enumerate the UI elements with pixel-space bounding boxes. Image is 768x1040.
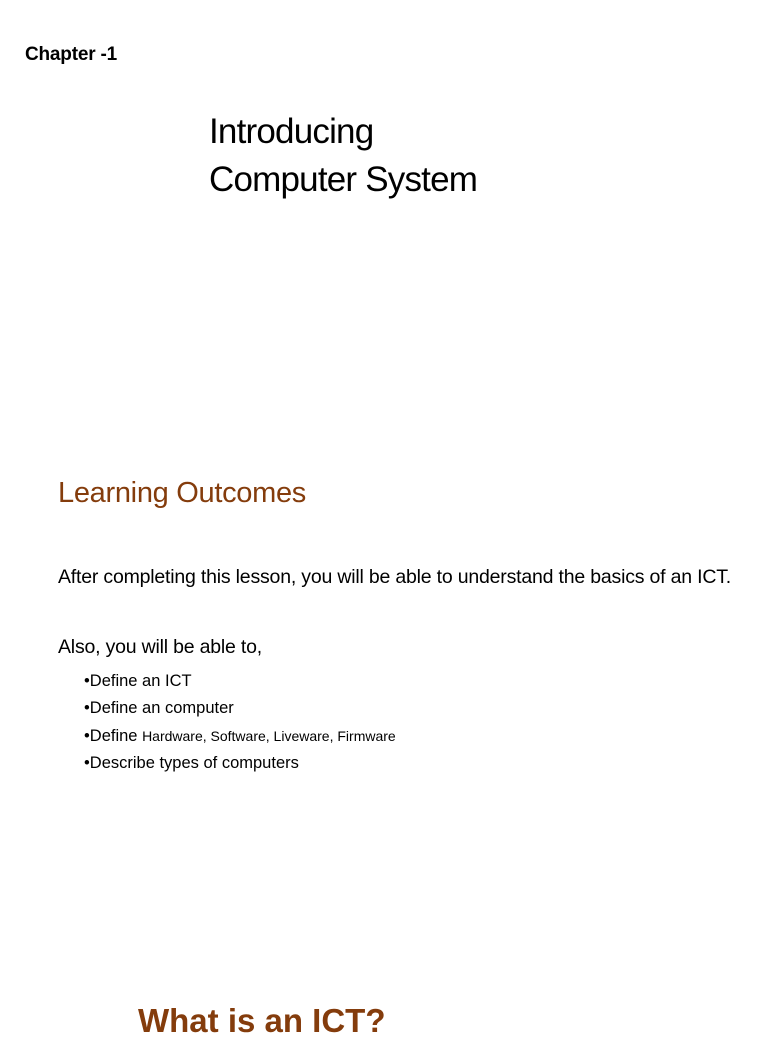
list-item: •Define an computer [84, 699, 234, 718]
learning-outcomes-heading: Learning Outcomes [58, 477, 306, 509]
learning-outcomes-also: Also, you will be able to, [58, 636, 262, 658]
list-item: •Describe types of computers [84, 753, 299, 772]
page-title-line-2: Computer System [209, 160, 478, 199]
list-item: •Define an ICT [84, 672, 192, 690]
section-heading-what-is-ict: What is an ICT? [138, 1002, 386, 1039]
page-title [209, 108, 477, 204]
chapter-label: Chapter -1 [25, 44, 117, 65]
outcomes-list [84, 668, 396, 777]
learning-outcomes-intro: After completing this lesson, you will be able to understand the basics of an ICT. [58, 566, 731, 588]
page-title-line-1: Introducing [209, 112, 374, 151]
list-item: •Define Hardware, Software, Liveware, Firmware [84, 726, 396, 745]
